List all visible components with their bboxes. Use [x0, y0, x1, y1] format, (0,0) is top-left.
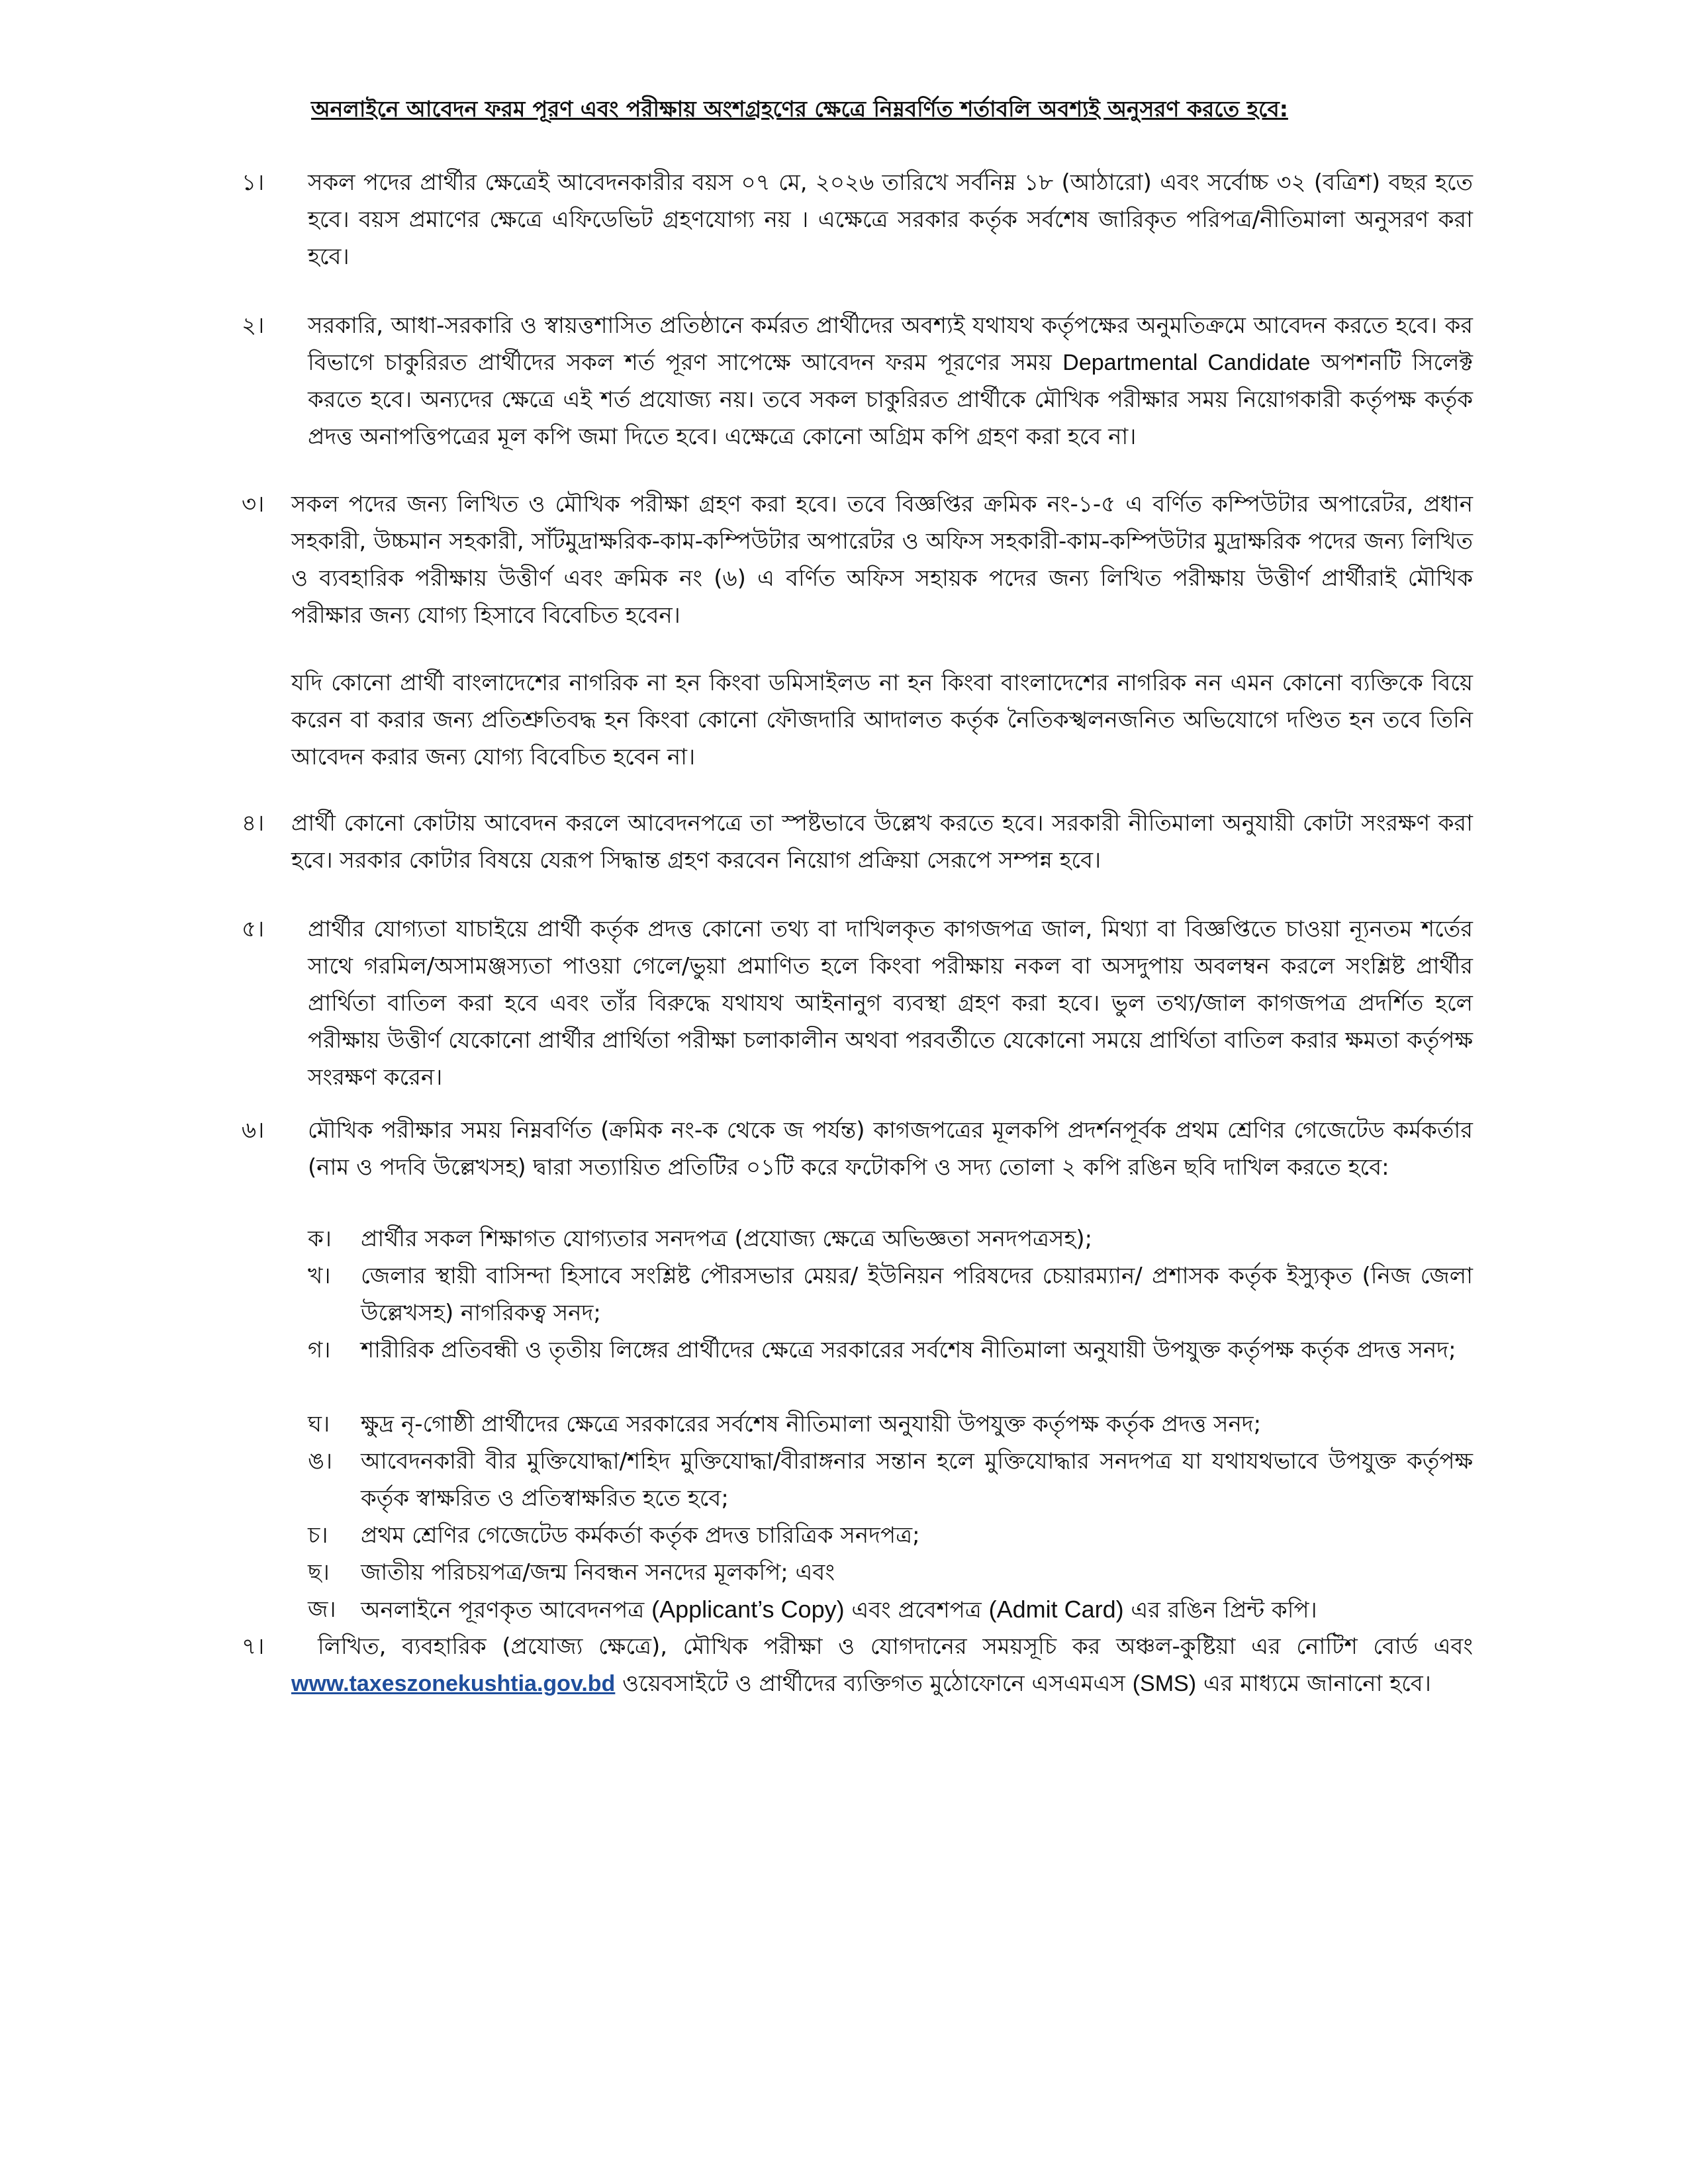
subitem-text: প্রথম শ্রেণির গেজেটেড কর্মকর্তা কর্তৃক প্রদত্ত চারিত্রিক সনদপত্র; [361, 1522, 920, 1549]
subitem-ja-text-e: এর রঙিন প্রিন্ট কপি। [1131, 1597, 1317, 1623]
document-title: অনলাইনে আবেদন ফরম পূরণ এবং পরীক্ষায় অংশগ্রহণের ক্ষেত্রে নিম্নবর্ণিত শর্তাবলি অবশ্যই অনুসরণ করতে হবে: [311, 96, 1288, 122]
subitem-label: খ। [308, 1263, 331, 1289]
subitem-ja-text-c: এবং প্রবেশপত্র [851, 1597, 982, 1623]
item-2-number: ২। [242, 312, 265, 339]
item-5-text: প্রার্থীর যোগ্যতা যাচাইয়ে প্রার্থী কর্তৃক প্রদত্ত কোনো তথ্য বা দাখিলকৃত কাগজপত্র জাল, মিথ্যা বা বিজ্ঞপ্তিতে চাওয়া ন্যূনতম শর্তের সাথে গরমিল/অসামঞ্জস্যতা পাওয়া গেলে/ভুয়া প্রমাণিত হলে কিংবা পরীক্ষায় নকল বা অসদুপায় অবলম্বন করলে সংশ্লিষ্ট প্রার্থীর প্রার্থিতা বাতিল করা হবে এবং তাঁর বিরুদ্ধে যথাযথ আইনানুগ ব্যবস্থা গ্রহণ করা হবে। ভুল তথ্য/জাল কাগজপত্র প্রদর্শিত হলে পরীক্ষায় উত্তীর্ণ যেকোনো প্রার্থীর প্রার্থিতা পরীক্ষা চলাকালীন অথবা পরবর্তীতে যেকোনো সময়ে প্রার্থিতা বাতিল করার ক্ষমতা কর্তৃপক্ষ সংরক্ষণ করেন। [308, 916, 1473, 1091]
item-2-text-a: সরকারি, আধা-সরকারি ও স্বায়ত্তশাসিত প্রতিষ্ঠানে কর্মরত প্রার্থীদের অবশ্যই যথাযথ কর্তৃপক্ষের অনুমতিক্রমে আবেদন করতে হবে। কর বিভাগে চাকুরিরত প্রার্থীদের সকল শর্ত পূরণ সাপেক্ষে আবেদন ফরম পূরণের সময় [308, 312, 1473, 376]
subitem-text [361, 1591, 1473, 1629]
item-7-text-a: লিখিত, ব্যবহারিক (প্রযোজ্য ক্ষেত্রে), মৌখিক পরীক্ষা ও যোগদানের সময়সূচি কর অঞ্চল-কুষ্টিয়া এর নোটিশ বোর্ড এবং [318, 1633, 1473, 1660]
item-3-text-2: যদি কোনো প্রার্থী বাংলাদেশের নাগরিক না হন কিংবা ডমিসাইলড না হন কিংবা বাংলাদেশের নাগরিক নন এমন কোনো ব্যক্তিকে বিয়ে করেন বা করার জন্য প্রতিশ্রুতিবদ্ধ হন কিংবা কোনো ফৌজদারি আদালত কর্তৃক নৈতিকস্খলনজনিত অভিযোগে দণ্ডিত হন তবে তিনি আবেদন করার জন্য যোগ্য বিবেচিত হবেন না। [291, 670, 1473, 770]
admit-card: (Admit Card) [988, 1596, 1124, 1623]
subitem-label: চ। [308, 1522, 328, 1549]
item-7-text-b: ওয়েবসাইটে ও প্রার্থীদের ব্যক্তিগত মুঠোফোনে এসএমএস [622, 1670, 1125, 1697]
subitem-text: জাতীয় পরিচয়পত্র/জন্ম নিবন্ধন সনদের মূলকপি; এবং [361, 1559, 835, 1586]
item-3-text: সকল পদের জন্য লিখিত ও মৌখিক পরীক্ষা গ্রহণ করা হবে। তবে বিজ্ঞপ্তির ক্রমিক নং-১-৫ এ বর্ণিত কম্পিউটার অপারেটর, প্রধান সহকারী, উচ্চমান সহকারী, সাঁটমুদ্রাক্ষরিক-কাম-কম্পিউটার অপারেটর ও অফিস সহকারী-কাম-কম্পিউটার মুদ্রাক্ষরিক পদের জন্য লিখিত ও ব্যবহারিক পরীক্ষায় উত্তীর্ণ এবং ক্রমিক নং (৬) এ বর্ণিত অফিস সহায়ক পদের জন্য লিখিত পরীক্ষায় উত্তীর্ণ প্রার্থীরাই মৌখিক পরীক্ষার জন্য যোগ্য হিসাবে বিবেচিত হবেন। [291, 491, 1473, 629]
item-7-text-d: এর মাধ্যমে জানানো হবে। [1203, 1670, 1431, 1697]
sms-label: (SMS) [1132, 1671, 1197, 1696]
subitem-label: গ। [308, 1337, 331, 1363]
item-2-text-c: অপশনটি সিলেক্ট করতে হবে। অন্যদের ক্ষেত্রে এই শর্ত প্রযোজ্য নয়। তবে সকল চাকুরিরত প্রার্থীকে মৌখিক পরীক্ষার সময় নিয়োগকারী কর্তৃপক্ষ কর্তৃক প্রদত্ত অনাপত্তিপত্রের মূল কপি জমা দিতে হবে। এক্ষেত্রে কোনো অগ্রিম কপি গ্রহণ করা হবে না। [308, 349, 1473, 450]
subitem-ja-text-a: অনলাইনে পূরণকৃত আবেদনপত্র [361, 1597, 645, 1623]
subitem-label: ছ। [308, 1559, 330, 1586]
item-1-number: ১। [242, 169, 265, 196]
subitem-label: ঘ। [308, 1411, 330, 1437]
subitem-text: আবেদনকারী বীর মুক্তিযোদ্ধা/শহিদ মুক্তিযোদ্ধা/বীরাঙ্গনার সন্তান হলে মুক্তিযোদ্ধার সনদপত্র যা যথাযথভাবে উপযুক্ত কর্তৃপক্ষ কর্তৃক স্বাক্ষরিত ও প্রতিস্বাক্ষরিত হতে হবে; [361, 1448, 1473, 1512]
subitem-text: প্রার্থীর সকল শিক্ষাগত যোগ্যতার সনদপত্র (প্রযোজ্য ক্ষেত্রে অভিজ্ঞতা সনদপত্রসহ); [361, 1226, 1093, 1252]
subitem-label: ক। [308, 1226, 332, 1252]
subitem-text: জেলার স্থায়ী বাসিন্দা হিসাবে সংশ্লিষ্ট পৌরসভার মেয়র/ ইউনিয়ন পরিষদের চেয়ারম্যান/ প্রশাসক কর্তৃক ইস্যুকৃত (নিজ জেলা উল্লেখসহ) নাগরিকত্ব সনদ; [361, 1263, 1473, 1326]
item-1-text: সকল পদের প্রার্থীর ক্ষেত্রেই আবেদনকারীর বয়স ০৭ মে, ২০২৬ তারিখে সর্বনিম্ন ১৮ (আঠারো) এবং সর্বোচ্চ ৩২ (বত্রিশ) বছর হতে হবে। বয়স প্রমাণের ক্ষেত্রে এফিডেভিট গ্রহণযোগ্য নয় । এক্ষেত্রে সরকার কর্তৃক সর্বশেষ জারিকৃত পরিপত্র/নীতিমালা অনুসরণ করা হবে। [308, 169, 1473, 270]
item-6-text: মৌখিক পরীক্ষার সময় নিম্নবর্ণিত (ক্রমিক নং-ক থেকে জ পর্যন্ত) কাগজপত্রের মূলকপি প্রদর্শনপূর্বক প্রথম শ্রেণির গেজেটেড কর্মকর্তার (নাম ও পদবি উল্লেখসহ) দ্বারা সত্যায়িত প্রতিটির ০১টি করে ফটোকপি ও সদ্য তোলা ২ কপি রঙিন ছবি দাখিল করতে হবে: [308, 1117, 1473, 1181]
subitem-label: জ। [308, 1596, 336, 1623]
item-3-number: ৩। [242, 491, 265, 518]
website-link[interactable]: www.taxeszonekushtia.gov.bd [291, 1671, 616, 1696]
item-7-number: ৭। [242, 1633, 265, 1660]
item-4-text: প্রার্থী কোনো কোটায় আবেদন করলে আবেদনপত্রে তা স্পষ্টভাবে উল্লেখ করতে হবে। সরকারী নীতিমালা অনুযায়ী কোটা সংরক্ষণ করা হবে। সরকার কোটার বিষয়ে যেরূপ সিদ্ধান্ত গ্রহণ করবেন নিয়োগ প্রক্রিয়া সেরূপে সম্পন্ন হবে। [291, 810, 1473, 874]
item-2-departmental-candidate: Departmental Candidate [1062, 350, 1311, 375]
subitem-text: শারীরিক প্রতিবন্ধী ও তৃতীয় লিঙ্গের প্রার্থীদের ক্ষেত্রে সরকারের সর্বশেষ নীতিমালা অনুযায়ী উপযুক্ত কর্তৃপক্ষ কর্তৃক প্রদত্ত সনদ; [361, 1337, 1456, 1363]
item-2-text [308, 307, 1473, 455]
item-6-number: ৬। [242, 1117, 265, 1144]
applicants-copy: (Applicant’s Copy) [651, 1596, 845, 1623]
item-5-number: ৫। [242, 916, 265, 942]
item-4-number: ৪। [242, 810, 265, 837]
subitem-label: ঙ। [308, 1448, 333, 1475]
item-7-text [291, 1628, 1473, 1702]
subitem-text: ক্ষুদ্র নৃ-গোষ্ঠী প্রার্থীদের ক্ষেত্রে সরকারের সর্বশেষ নীতিমালা অনুযায়ী উপযুক্ত কর্তৃপক্ষ কর্তৃক প্রদত্ত সনদ; [361, 1411, 1262, 1437]
